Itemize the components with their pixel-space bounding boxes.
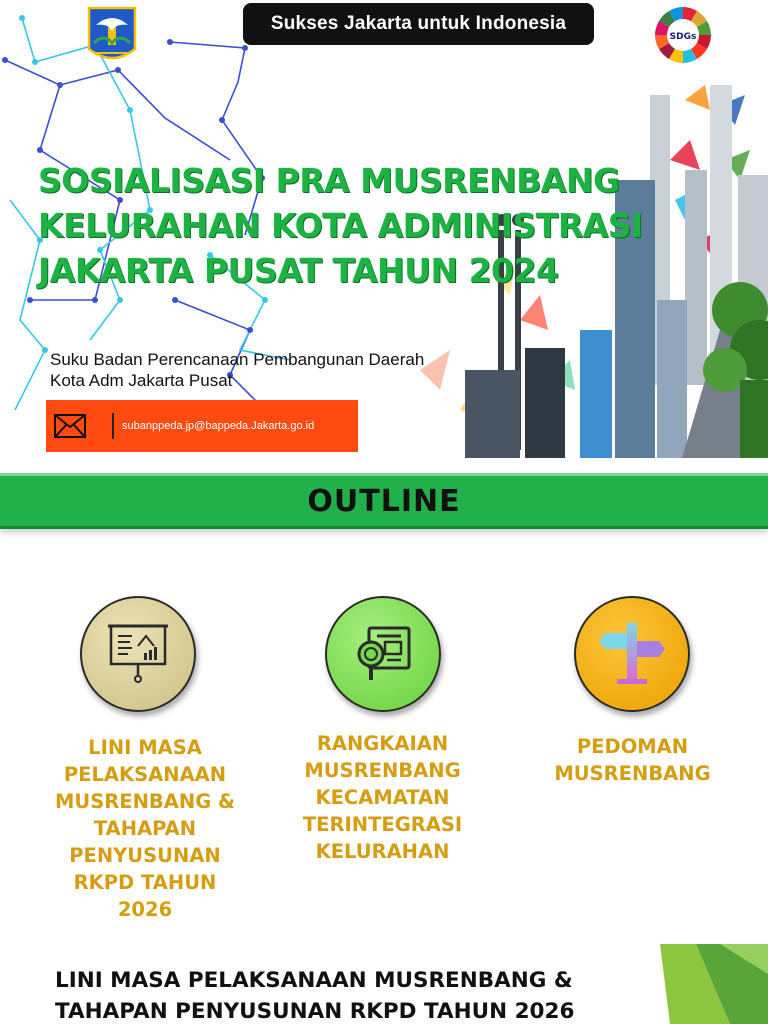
document-search-icon xyxy=(351,622,415,686)
outline-item-line: LINI MASA xyxy=(88,736,202,759)
outline-item-line: RKPD TAHUN xyxy=(73,871,217,894)
musrenbang-series-circle[interactable] xyxy=(325,596,441,712)
organization-name xyxy=(50,349,510,391)
outline-item-line: MUSRENBANG xyxy=(304,759,461,782)
organization-line: Kota Adm Jakarta Pusat xyxy=(50,371,233,390)
outline-item-line: TAHAPAN xyxy=(93,817,197,840)
next-slide-heading-line: TAHAPAN PENYUSUNAN RKPD TAHUN 2026 xyxy=(55,999,575,1024)
outline-title: OUTLINE xyxy=(307,483,461,519)
jakarta-emblem-logo xyxy=(86,5,138,67)
outline-item-label xyxy=(20,734,270,923)
email-address[interactable]: subanppeda.jp@bappeda.Jakarta.go.id xyxy=(122,420,315,432)
outline-header-bar xyxy=(0,473,768,529)
sdg-wheel-logo xyxy=(654,6,712,64)
next-slide-heading xyxy=(55,965,695,1024)
next-slide-heading-line: LINI MASA PELAKSANAAN MUSRENBANG & xyxy=(55,968,573,993)
outline-item-line: RANGKAIAN xyxy=(316,732,449,755)
outline-item-line: MUSRENBANG & xyxy=(54,790,235,813)
email-divider xyxy=(112,413,114,439)
slogan-banner: Sukses Jakarta untuk Indonesia xyxy=(243,3,594,45)
green-triangle-decoration xyxy=(660,944,768,1024)
timeline-item-circle[interactable] xyxy=(80,596,196,712)
outline-item-line: PENYUSUNAN xyxy=(69,844,221,867)
mail-icon xyxy=(54,414,86,438)
outline-item-line: KELURAHAN xyxy=(315,840,450,863)
guideline-circle[interactable] xyxy=(574,596,690,712)
outline-item-line: PEDOMAN xyxy=(576,735,689,758)
cover-title-line: SOSIALISASI PRA MUSRENBANG xyxy=(38,161,620,200)
outline-item-line: KECAMATAN xyxy=(315,786,450,809)
organization-line: Suku Badan Perencanaan Pembangunan Daerah xyxy=(50,350,425,369)
outline-item-label xyxy=(270,730,495,865)
sdg-badge-text: SDGs xyxy=(669,32,697,42)
cover-slide xyxy=(0,0,768,458)
email-banner xyxy=(46,400,358,452)
outline-item-line: TERINTEGRASI xyxy=(302,813,463,836)
cover-title-line: JAKARTA PUSAT TAHUN 2024 xyxy=(38,251,559,290)
outline-item-line: MUSRENBANG xyxy=(554,762,711,785)
cover-title xyxy=(38,158,678,293)
outline-item-line: 2026 xyxy=(117,898,173,921)
signpost-icon xyxy=(597,619,667,689)
outline-item-line: PELAKSANAAN xyxy=(63,763,227,786)
outline-item-label xyxy=(535,733,730,787)
presentation-board-icon xyxy=(108,622,168,686)
cover-title-line: KELURAHAN KOTA ADMINISTRASI xyxy=(38,206,643,245)
